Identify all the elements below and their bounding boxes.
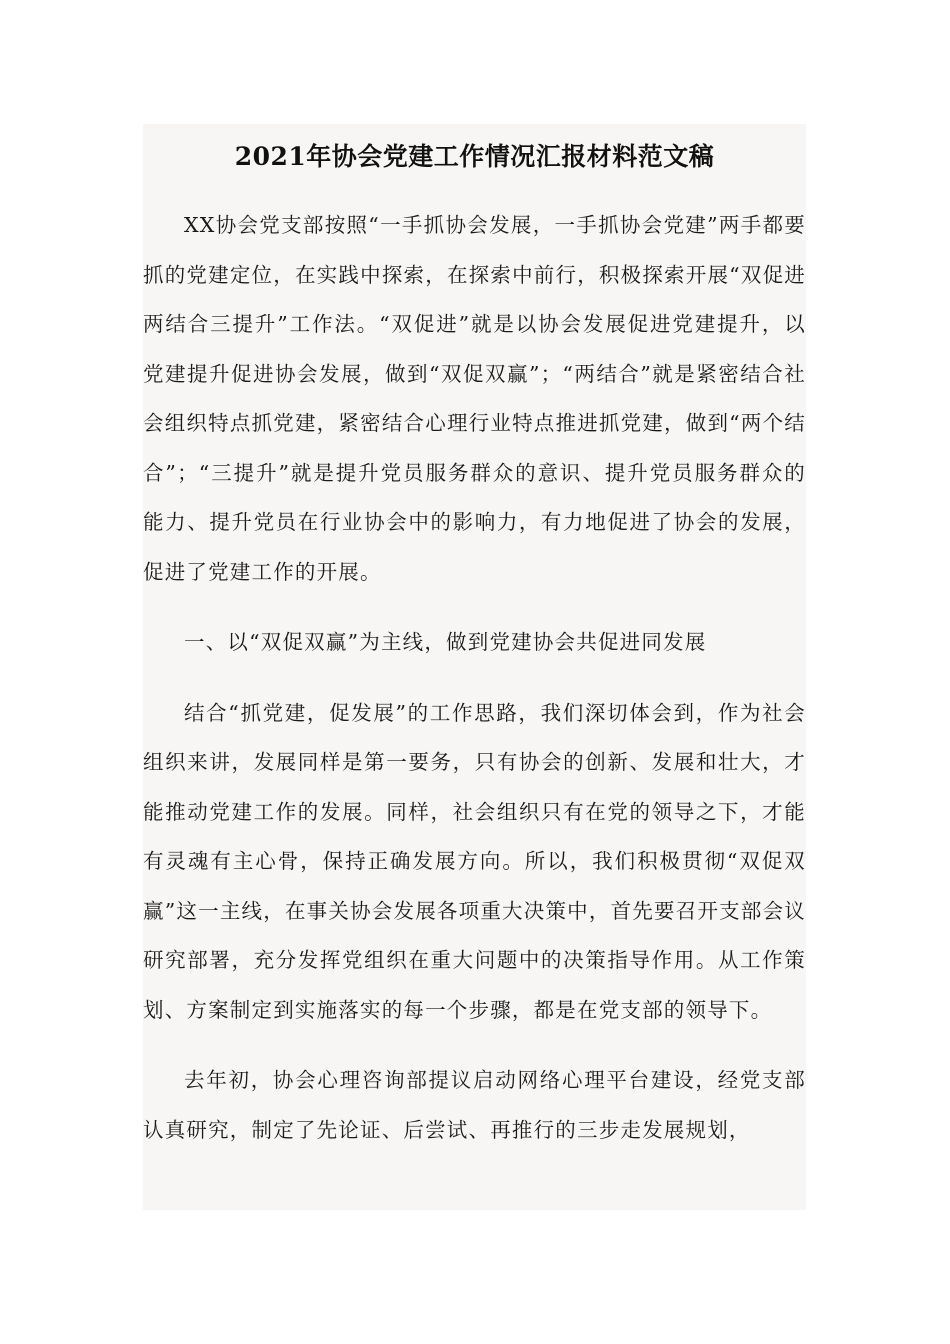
document-content <box>143 124 806 1210</box>
intro-paragraph: XX协会党支部按照“一手抓协会发展，一手抓协会党建”两手都要抓的党建定位，在实践中探索，在探索中前行，积极探索开展“双促进两结合三提升”工作法。“双促进”就是以协会发展促进党建提升，以党建提升促进协会发展，做到“双促双赢”；“两结合”就是紧密结合社会组织特点抓党建，紧密结合心理行业特点推进抓党建，做到“两个结合”；“三提升”就是提升党员服务群众的意识、提升党员服务群众的能力、提升党员在行业协会中的影响力，有力地促进了协会的发展，促进了党建工作的开展。 <box>143 213 806 584</box>
section-body-paragraph: 结合“抓党建，促发展”的工作思路，我们深切体会到，作为社会组织来讲，发展同样是第一要务，只有协会的创新、发展和壮大，才能推动党建工作的发展。同样，社会组织只有在党的领导之下，才能有灵魂有主心骨，保持正确发展方向。所以，我们积极贯彻“双促双赢”这一主线，在事关协会发展各项重大决策中，首先要召开支部会议研究部署，充分发挥党组织在重大问题中的决策指导作用。从工作策划、方案制定到实施落实的每一个步骤，都是在党支部的领导下。 <box>143 700 806 1022</box>
document-title: 2021年协会党建工作情况汇报材料范文稿 <box>234 142 715 171</box>
example-paragraph: 去年初，协会心理咨询部提议启动网络心理平台建设，经党支部认真研究，制定了先论证、后尝试、再推行的三步走发展规划， <box>143 1068 806 1142</box>
section-heading: 一、以“双促双赢”为主线，做到党建协会共促进同发展 <box>184 630 707 654</box>
